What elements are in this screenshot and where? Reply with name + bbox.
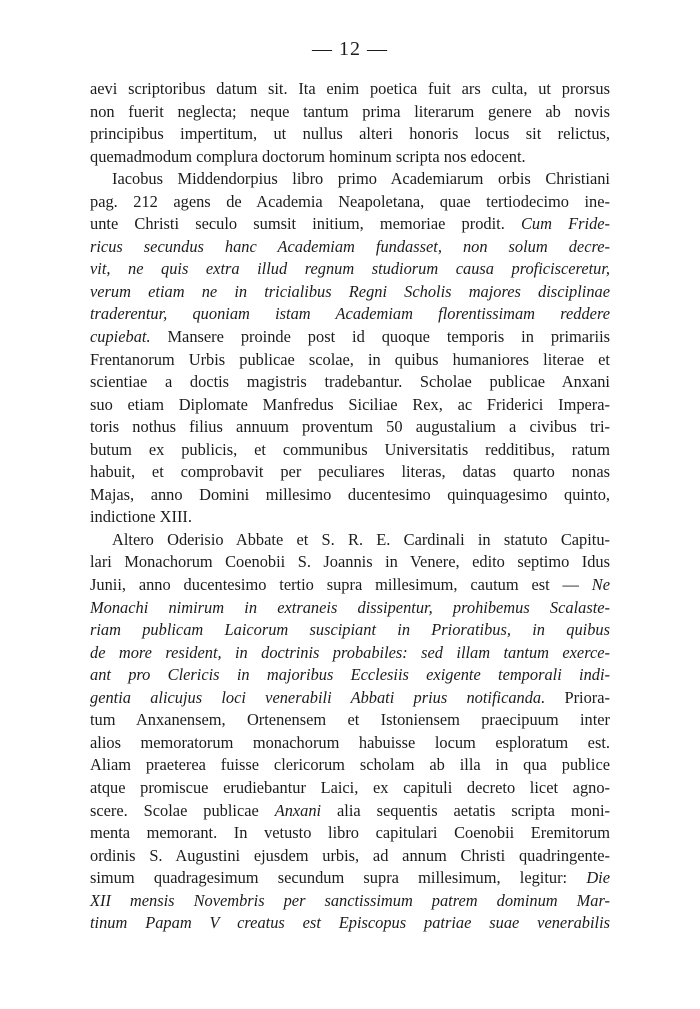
- text-segment: unte Christi seculo sumsit initium, memoriae prodit.: [90, 214, 521, 234]
- text-line: [90, 687, 610, 710]
- text-line: [90, 506, 610, 529]
- text-segment: lari Monachorum Coenobii S. Joannis in Venere, edito septimo Idus: [90, 552, 610, 572]
- text-line: [90, 236, 610, 259]
- text-segment: non fuerit neglecta; neque tantum prima literarum genere ab novis: [90, 101, 610, 121]
- text-line: [90, 597, 610, 620]
- page-number: — 12 —: [312, 38, 388, 60]
- text-segment: alia sequentis aetatis scripta moni-: [321, 800, 611, 820]
- text-line: [90, 326, 610, 349]
- text-line: [90, 619, 610, 642]
- text-line: [90, 800, 610, 823]
- text-segment: habuit, et comprobavit per peculiares literas, datas quarto nonas: [90, 462, 610, 482]
- text-line: [90, 303, 610, 326]
- text-line: [90, 484, 610, 507]
- text-line: [90, 664, 610, 687]
- text-line: [90, 642, 610, 665]
- text-segment: ordinis S. Augustini ejusdem urbis, ad annum Christi quadringente-: [90, 845, 610, 865]
- text-line: [90, 574, 610, 597]
- text-line: [90, 191, 610, 214]
- text-line: [90, 529, 610, 552]
- text-line: [90, 754, 610, 777]
- text-segment: Mansere proinde post id quoque temporis in primariis: [150, 327, 610, 347]
- text-segment: Priora-: [545, 687, 610, 707]
- text-segment: quemadmodum complura doctorum hominum scripta nos edocent.: [90, 146, 526, 166]
- italic-text-segment: cupiebat.: [90, 327, 151, 347]
- italic-text-segment: Cum Fride-: [520, 214, 610, 234]
- text-line: [90, 349, 610, 372]
- text-line: [90, 146, 610, 169]
- italic-text-segment: ant pro Clericis in majoribus Ecclesiis exigente temporali indi-: [90, 665, 610, 685]
- text-line: [90, 845, 610, 868]
- text-segment: suo etiam Diplomate Manfredus Siciliae Rex, ac Friderici Impera-: [90, 394, 610, 414]
- text-line: [90, 101, 610, 124]
- text-line: [90, 258, 610, 281]
- text-segment: tum Anxanensem, Ortenensem et Istoniensem praecipuum inter: [90, 710, 610, 730]
- text-line: [90, 709, 610, 732]
- text-line: [90, 912, 610, 935]
- italic-text-segment: Die: [586, 868, 610, 888]
- text-segment: Altero Oderisio Abbate et S. R. E. Cardinali in statuto Capitu-: [112, 529, 610, 549]
- italic-text-segment: Anxani: [274, 800, 322, 820]
- italic-text-segment: vit, ne quis extra illud regnum studiorum causa proficisceretur,: [90, 259, 610, 279]
- text-line: [90, 213, 610, 236]
- text-line: [90, 551, 610, 574]
- text-segment: alios memoratorum monachorum habuisse locum esploratum est.: [90, 732, 610, 752]
- text-segment: principibus impertitum, ut nullus alteri honoris locus sit relictus,: [90, 124, 610, 144]
- text-line: [90, 78, 610, 101]
- text-segment: Aliam praeterea fuisse clericorum scholam ab illa in qua publice: [90, 755, 610, 775]
- italic-text-segment: traderentur, quoniam istam Academiam florentissimam reddere: [90, 304, 610, 324]
- text-segment: simum quadragesimum secundum supra millesimum, legitur:: [90, 868, 587, 888]
- text-segment: pag. 212 agens de Academia Neapoletana, quae tertiodecimo ine-: [90, 191, 610, 211]
- italic-text-segment: XII mensis Novembris per sanctissimum patrem dominum Mar-: [90, 890, 610, 910]
- text-segment: Majas, anno Domini millesimo ducentesimo quinquagesimo quinto,: [90, 484, 610, 504]
- text-segment: Junii, anno ducentesimo tertio supra millesimum, cautum est —: [90, 575, 592, 595]
- italic-text-segment: ricus secundus hanc Academiam fundasset, non solum decre-: [90, 236, 610, 256]
- text-line: [90, 777, 610, 800]
- text-segment: Iacobus Middendorpius libro primo Academiarum orbis Christiani: [112, 169, 610, 189]
- text-line: [90, 867, 610, 890]
- text-line: [90, 371, 610, 394]
- text-segment: menta memorant. In vetusto libro capitulari Coenobii Eremitorum: [90, 823, 610, 843]
- italic-text-segment: tinum Papam V creatus est Episcopus patriae suae venerabilis: [90, 913, 610, 933]
- text-segment: scere. Scolae publicae: [90, 800, 275, 820]
- text-line: [90, 732, 610, 755]
- italic-text-segment: Monachi nimirum in extraneis dissipentur, prohibemus Scalaste-: [90, 597, 610, 617]
- text-segment: toris nothus filius annuum proventum 50 augustalium a civibus tri-: [90, 417, 610, 437]
- text-line: [90, 281, 610, 304]
- text-line: [90, 822, 610, 845]
- italic-text-segment: verum etiam ne in tricialibus Regni Scholis majores disciplinae: [90, 281, 610, 301]
- text-line: [90, 439, 610, 462]
- text-line: [90, 416, 610, 439]
- text-segment: scientiae a doctis magistris tradebantur. Scholae publicae Anxani: [90, 372, 610, 392]
- italic-text-segment: gentia alicujus loci venerabili Abbati prius notificanda.: [90, 687, 546, 707]
- italic-text-segment: de more resident, in doctrinis probabiles: sed illam tantum exerce-: [90, 642, 610, 662]
- text-segment: butum ex publicis, et communibus Universitatis redditibus, ratum: [90, 439, 610, 459]
- italic-text-segment: Ne: [591, 575, 610, 595]
- text-line: [90, 394, 610, 417]
- body-text: [90, 78, 610, 935]
- text-line: [90, 461, 610, 484]
- italic-text-segment: riam publicam Laicorum suscipiant in Prioratibus, in quibus: [90, 620, 610, 640]
- text-line: [90, 168, 610, 191]
- text-segment: Frentanorum Urbis publicae scolae, in quibus humaniores literae et: [90, 349, 610, 369]
- text-segment: atque promiscue erudiebantur Laici, ex capituli decreto licet agno-: [90, 777, 610, 797]
- text-line: [90, 890, 610, 913]
- text-segment: indictione XIII.: [90, 507, 192, 527]
- text-line: [90, 123, 610, 146]
- text-segment: aevi scriptoribus datum sit. Ita enim poetica fuit ars culta, ut prorsus: [90, 79, 610, 98]
